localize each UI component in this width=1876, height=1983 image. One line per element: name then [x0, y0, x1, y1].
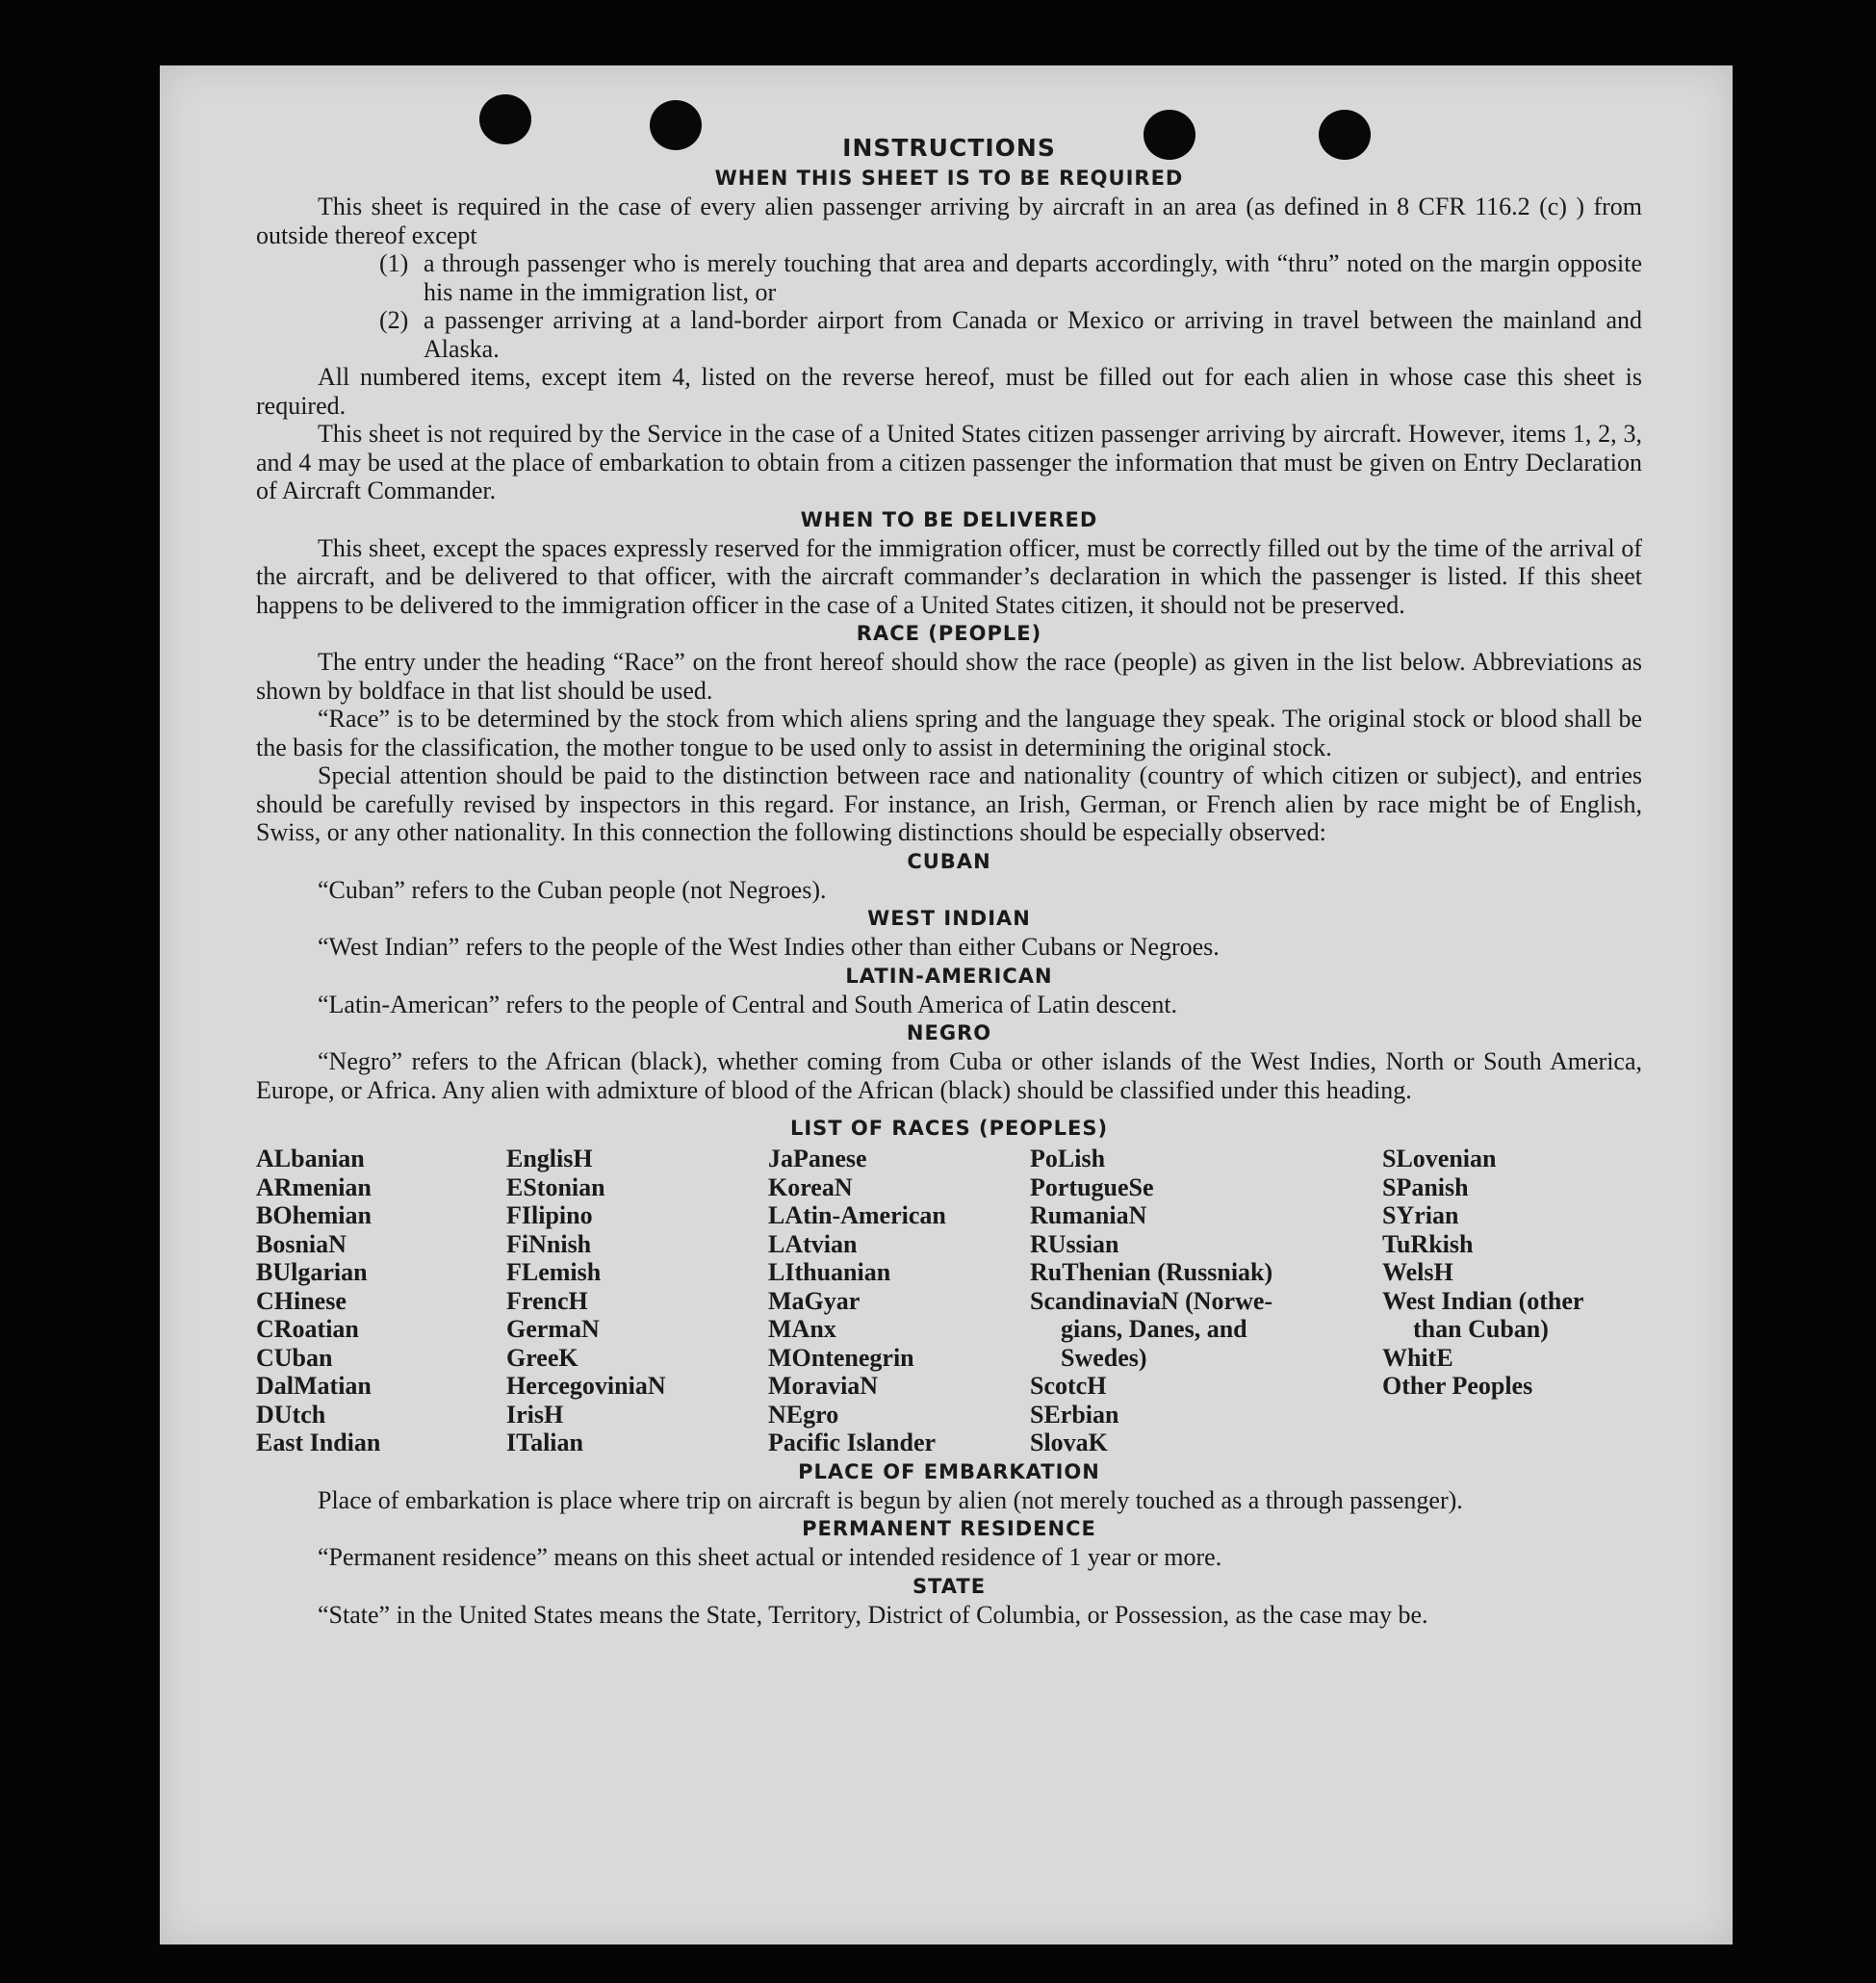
heading-list-of-races: LIST OF RACES (PEOPLES)	[789, 1117, 1109, 1140]
race-entry: SPanish	[1382, 1172, 1469, 1201]
heading-negro: NEGRO	[906, 1021, 992, 1044]
race-column	[1030, 1145, 1382, 1457]
race-entry: DUtch	[256, 1400, 326, 1429]
race-entry: ARmenian	[256, 1172, 372, 1201]
instructions-content	[256, 133, 1642, 1629]
race-entry: West Indian (other	[1382, 1286, 1584, 1315]
item-text: a through passenger who is merely touching that area and departs accordingly, with “thru” noted on the margin opposite his name in the immigration list, or	[424, 249, 1642, 306]
west-indian-definition: “West Indian” refers to the people of the West Indies other than either Cubans or Negroes.	[318, 933, 1220, 961]
heading-permanent-residence: PERMANENT RESIDENCE	[802, 1517, 1096, 1540]
race-entry: PortugueSe	[1030, 1172, 1154, 1201]
heading-when-required: WHEN THIS SHEET IS TO BE REQUIRED	[714, 167, 1184, 190]
race-entry: East Indian	[256, 1429, 381, 1456]
item-text: a passenger arriving at a land-border airport from Canada or Mexico or arriving in travel between the mainland and Alaska.	[424, 306, 1642, 363]
race-entry: MaGyar	[768, 1286, 861, 1315]
race-entry: PoLish	[1030, 1145, 1106, 1172]
delivery-paragraph: This sheet, except the spaces expressly reserved for the immigration officer, must be correctly filled out by the time of the arrival of the aircraft, and be delivered to that officer, with the aircraft commander’s declaration in which the passenger is listed. If this sheet happens to be delivered to the immigration officer in the case of a United States citizen, it should not be preserved.	[256, 533, 1642, 619]
race-entry: FrencH	[506, 1286, 588, 1315]
document-sheet	[160, 65, 1733, 1944]
item-number: (2)	[379, 306, 409, 334]
race-entry: JaPanese	[768, 1145, 867, 1172]
race-entry: KoreaN	[768, 1172, 853, 1201]
negro-definition: “Negro” refers to the African (black), whether coming from Cuba or other islands of the West Indies, North or South America, Europe, or Africa. Any alien with admixture of blood of the African (black) should be classified under this heading.	[256, 1047, 1642, 1104]
race-entry: MoraviaN	[768, 1372, 879, 1400]
race-entry: RuThenian (Russniak)	[1030, 1258, 1273, 1286]
race-entry: BUlgarian	[256, 1258, 368, 1286]
heading-west-indian: WEST INDIAN	[867, 907, 1031, 930]
race-entry: GermaN	[506, 1315, 600, 1343]
race-column	[256, 1145, 506, 1457]
race-entry: CUban	[256, 1343, 333, 1372]
heading-embarkation: PLACE OF EMBARKATION	[798, 1459, 1100, 1483]
race-entry: NEgro	[768, 1400, 839, 1429]
race-entry: BosniaN	[256, 1229, 347, 1258]
race-column	[506, 1145, 768, 1457]
race-entry: SErbian	[1030, 1400, 1119, 1429]
race-entry: DalMatian	[256, 1372, 372, 1400]
citizen-paragraph: This sheet is not required by the Service in the case of a United States citizen passenger arriving by aircraft. However, items 1, 2, 3, and 4 may be used at the place of embarkation to obtain from a citizen passenger the information that must be given on Entry Declaration of Aircraft Commander.	[256, 420, 1642, 504]
race-entry: Pacific Islander	[768, 1429, 937, 1456]
race-entry: RUssian	[1030, 1229, 1119, 1258]
race-column	[1382, 1145, 1642, 1457]
race-entry: WhitE	[1382, 1343, 1453, 1372]
state-definition: “State” in the United States means the State, Territory, District of Columbia, or Possession, as the case may be.	[318, 1600, 1428, 1629]
race-entry: LIthuanian	[768, 1258, 891, 1286]
race-entry: ALbanian	[256, 1145, 365, 1172]
race-entry: ScandinaviaN (Norwe-	[1030, 1286, 1273, 1315]
residence-definition: “Permanent residence” means on this sheet actual or intended residence of 1 year or more.	[318, 1543, 1222, 1571]
numbered-items-paragraph: All numbered items, except item 4, listed on the reverse hereof, must be filled out for each alien in whose case this sheet is required.	[256, 363, 1642, 420]
race-entry-continuation: Swedes)	[1061, 1343, 1147, 1372]
race-entry: FiNnish	[506, 1229, 592, 1258]
race-entry: EnglisH	[506, 1145, 593, 1172]
race-entry: SLovenian	[1382, 1145, 1497, 1172]
latin-american-definition: “Latin-American” refers to the people of Central and South America of Latin descent.	[318, 990, 1178, 1018]
race-entry: CRoatian	[256, 1315, 359, 1343]
race-entry: EStonian	[506, 1172, 605, 1201]
race-entry: LAtvian	[768, 1229, 858, 1258]
heading-race: RACE (PEOPLE)	[856, 622, 1042, 645]
race-entry: RumaniaN	[1030, 1201, 1147, 1229]
race-entry: IrisH	[506, 1400, 564, 1429]
race-column	[768, 1145, 1030, 1457]
page-title: INSTRUCTIONS	[842, 134, 1056, 162]
race-entry: SYrian	[1382, 1201, 1459, 1229]
heading-cuban: CUBAN	[907, 849, 991, 873]
race-entry: MOntenegrin	[768, 1343, 914, 1372]
race-entry: GreeK	[506, 1343, 578, 1372]
exception-item	[256, 306, 1642, 363]
race-list	[256, 1145, 1642, 1457]
item-number: (1)	[379, 249, 409, 277]
race-entry: FLemish	[506, 1258, 602, 1286]
heading-when-delivered: WHEN TO BE DELIVERED	[800, 507, 1098, 531]
race-paragraph-2: “Race” is to be determined by the stock from which aliens spring and the language they speak. The original stock or blood shall be the basis for the classification, the mother tongue to be used only to assist in determining the original stock.	[256, 705, 1642, 761]
race-entry: FIlipino	[506, 1201, 593, 1229]
race-entry: ITalian	[506, 1429, 583, 1456]
race-paragraph-3: Special attention should be paid to the distinction between race and nationality (country of which citizen or subject), and entries should be carefully revised by inspectors in this regard. For instance, an Irish, German, or French alien by race might be of English, Swiss, or any other nationality. In this connection the following distinctions should be especially observed:	[256, 761, 1642, 846]
race-entry: Other Peoples	[1382, 1372, 1533, 1400]
race-entry: HercegoviniaN	[506, 1372, 666, 1400]
race-entry: WelsH	[1382, 1258, 1453, 1286]
race-entry: MAnx	[768, 1315, 836, 1343]
race-entry-continuation: gians, Danes, and	[1061, 1315, 1247, 1343]
cuban-definition: “Cuban” refers to the Cuban people (not Negroes).	[318, 875, 827, 904]
race-entry: LAtin-American	[768, 1201, 946, 1229]
race-paragraph-1: The entry under the heading “Race” on the front hereof should show the race (people) as given in the list below. Abbreviations as shown by boldface in that list should be used.	[256, 648, 1642, 705]
race-entry: ScotcH	[1030, 1372, 1107, 1400]
race-entry: BOhemian	[256, 1201, 372, 1229]
embarkation-definition: Place of embarkation is place where trip on aircraft is begun by alien (not merely touched as a through passenger).	[318, 1485, 1463, 1514]
race-entry-continuation: than Cuban)	[1413, 1315, 1549, 1343]
when-required-intro: This sheet is required in the case of every alien passenger arriving by aircraft in an area (as defined in 8 CFR 116.2 (c) ) from outside thereof except	[256, 193, 1642, 249]
race-entry: TuRkish	[1382, 1229, 1474, 1258]
heading-state: STATE	[912, 1574, 987, 1598]
race-entry: CHinese	[256, 1286, 347, 1315]
heading-latin-american: LATIN-AMERICAN	[845, 964, 1053, 988]
race-entry: SlovaK	[1030, 1429, 1108, 1456]
exception-item	[256, 249, 1642, 306]
